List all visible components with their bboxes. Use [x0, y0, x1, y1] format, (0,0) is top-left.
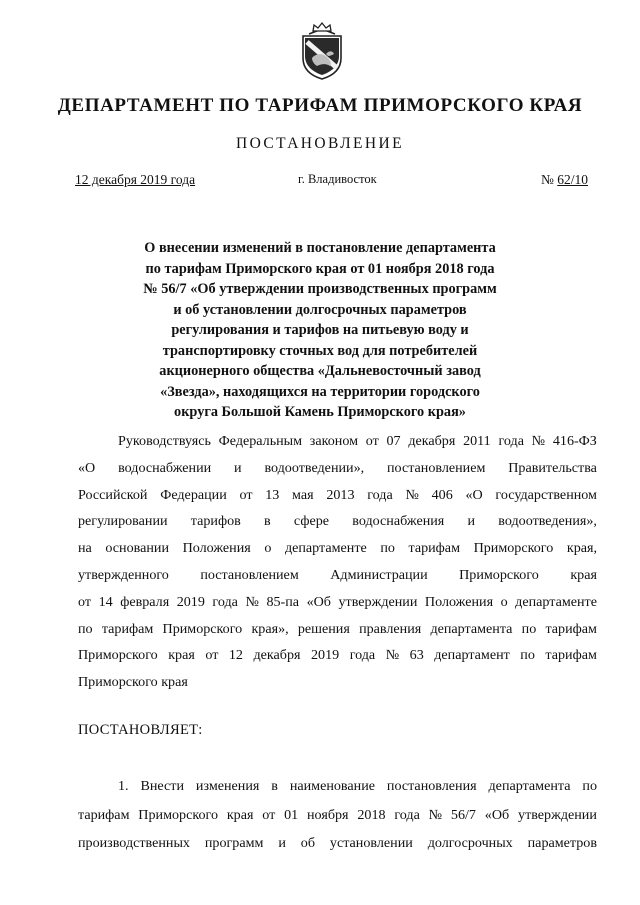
word: «О: [465, 486, 483, 503]
word: постановления: [386, 778, 477, 794]
word: утверждении: [518, 806, 597, 823]
word: от: [239, 486, 253, 503]
word: от: [205, 647, 219, 664]
word: года: [367, 486, 393, 503]
word: решения: [297, 620, 350, 637]
word: департаменте: [284, 540, 367, 557]
word: департамент: [434, 647, 510, 664]
word: по: [78, 620, 93, 637]
word: 416-ФЗ: [552, 433, 597, 449]
word: 07: [386, 433, 401, 449]
word: тарифам: [78, 806, 130, 823]
number-prefix: №: [540, 172, 558, 187]
word: и: [234, 459, 242, 476]
paragraph-line: [78, 482, 597, 509]
word: №: [428, 806, 443, 823]
word: тарифам: [545, 647, 597, 664]
word: о: [264, 540, 272, 557]
paragraph-line: [78, 535, 597, 562]
paragraph-line: [78, 642, 597, 669]
word: Приморского: [459, 566, 539, 583]
word: 2013: [326, 486, 355, 503]
word: основании: [105, 540, 169, 557]
word: 01: [284, 806, 299, 823]
paragraph-line: [78, 589, 597, 616]
word: постановлением: [200, 566, 299, 583]
department-title: ДЕПАРТАМЕНТ ПО ТАРИФАМ ПРИМОРСКОГО КРАЯ: [57, 95, 583, 116]
word: параметров: [527, 835, 597, 851]
word: края: [226, 806, 254, 823]
word: законом: [309, 433, 359, 449]
subject-line: № 56/7 «Об утверждении производственных программ: [143, 281, 497, 297]
subject-line: регулирования и тарифов на питьевую воду и: [171, 322, 469, 338]
word: №: [405, 486, 419, 503]
word: об: [300, 835, 316, 851]
word: края,: [566, 540, 597, 557]
word: долгосрочных: [427, 835, 513, 851]
document-type: ПОСТАНОВЛЕНИЕ: [236, 135, 404, 152]
word: Федерации: [160, 486, 227, 503]
word: Положения: [424, 593, 494, 610]
paragraph-line: [78, 508, 597, 535]
word: установлении: [329, 835, 413, 851]
subject-line: О внесении изменений в постановление департамента: [144, 240, 496, 256]
word: «Об: [484, 806, 510, 823]
word: края»,: [251, 620, 289, 637]
paragraph-line: [78, 616, 597, 643]
word: тарифов: [190, 513, 241, 530]
word: края: [168, 647, 195, 664]
word: Администрации: [330, 566, 428, 583]
paragraph-line: [78, 772, 597, 801]
word: на: [78, 540, 92, 557]
word: «О: [78, 459, 96, 476]
word: декабря: [253, 647, 301, 664]
paragraph-line: [78, 428, 597, 455]
word: 2019: [176, 593, 205, 610]
word: и: [278, 835, 286, 851]
word: 13: [265, 486, 280, 503]
word: Приморского: [138, 806, 218, 823]
word: года: [349, 647, 376, 664]
word: «Об: [306, 593, 331, 610]
subject-line: округа Большой Камень Приморского края»: [174, 404, 466, 420]
word: года: [394, 806, 420, 823]
word: от: [78, 593, 92, 610]
preamble-paragraph: [78, 428, 597, 696]
word: и: [467, 513, 476, 530]
word: по: [582, 778, 597, 794]
paragraph-line: [78, 455, 597, 482]
word: департамента: [430, 620, 513, 637]
word: водоснабжения: [352, 513, 445, 530]
word: от: [262, 806, 276, 823]
word: сфере: [293, 513, 330, 530]
word: ноября: [307, 806, 349, 823]
item-1-paragraph: [78, 772, 597, 858]
document-city: г. Владивосток: [298, 172, 377, 186]
word: Российской: [78, 486, 148, 503]
word: по: [520, 647, 535, 664]
word: постановлением: [387, 459, 486, 476]
word: Внести: [140, 778, 184, 794]
word: №: [245, 593, 259, 610]
subject-line: акционерного общества «Дальневосточный завод: [159, 363, 481, 379]
word: 12: [228, 647, 243, 664]
word: департамента: [488, 778, 571, 794]
word: 14: [98, 593, 113, 610]
word: водоснабжении: [118, 459, 212, 476]
word: Приморского: [162, 620, 243, 637]
word: производственных: [78, 835, 190, 851]
subject-line: «Звезда», находящихся на территории городского: [160, 383, 480, 400]
word: Правительства: [508, 459, 597, 476]
paragraph-line: [78, 801, 597, 830]
word: утвержденного: [78, 566, 169, 583]
word: 406: [431, 486, 453, 503]
word: Федеральным: [218, 433, 303, 449]
word: года: [498, 433, 524, 449]
subject-line: транспортировку сточных вод для потребителей: [162, 342, 478, 359]
word: года: [212, 593, 238, 610]
document-subject: [110, 238, 530, 423]
word: по: [380, 540, 395, 557]
word: №: [531, 433, 546, 449]
word: водоотведения»,: [498, 513, 597, 530]
word: Приморского: [473, 540, 554, 557]
word: регулировании: [78, 513, 168, 530]
subject-line: и об установлении долгосрочных параметров: [173, 301, 467, 318]
word: Приморского: [78, 647, 158, 664]
word: 1.: [118, 778, 129, 794]
document-date: 12 декабря 2019 года: [75, 172, 196, 187]
word: 85-па: [266, 593, 300, 610]
word: тарифам: [408, 540, 460, 557]
word: края: [570, 566, 597, 583]
number-value: 62/10: [557, 172, 588, 187]
word: наименование: [289, 778, 375, 794]
word: изменения: [195, 778, 260, 794]
word: водоотведении»,: [264, 459, 365, 476]
word: 2011: [463, 433, 491, 449]
word: мая: [292, 486, 314, 503]
word: утверждении: [338, 593, 418, 610]
subject-line: по тарифам Приморского края от 01 ноября 2018 года: [145, 260, 495, 277]
word: тарифам: [101, 620, 154, 637]
word: государственном: [495, 486, 597, 503]
decree-word: ПОСТАНОВЛЯЕТ:: [78, 722, 203, 738]
word: 63: [409, 647, 424, 664]
word: №: [385, 647, 400, 664]
word: департаменте: [515, 593, 597, 610]
word: Положения: [182, 540, 251, 557]
word: в: [271, 778, 278, 794]
paragraph-line: [78, 829, 597, 858]
word: от: [365, 433, 379, 449]
word: правления: [359, 620, 422, 637]
document-number: [541, 172, 588, 188]
word: о: [500, 593, 508, 610]
word: 2019: [311, 647, 340, 664]
word: 56/7: [450, 806, 476, 823]
word: Руководствуясь: [118, 433, 211, 449]
word: в: [264, 513, 271, 530]
coat-of-arms-icon: [299, 20, 345, 80]
word: февраля: [120, 593, 170, 610]
word: тарифам: [545, 620, 597, 637]
word: программ: [204, 835, 264, 851]
word: декабря: [408, 433, 456, 449]
paragraph-line: Приморского края: [78, 674, 188, 691]
paragraph-line: [78, 562, 597, 589]
word: 2018: [357, 806, 386, 823]
word: по: [521, 620, 537, 637]
